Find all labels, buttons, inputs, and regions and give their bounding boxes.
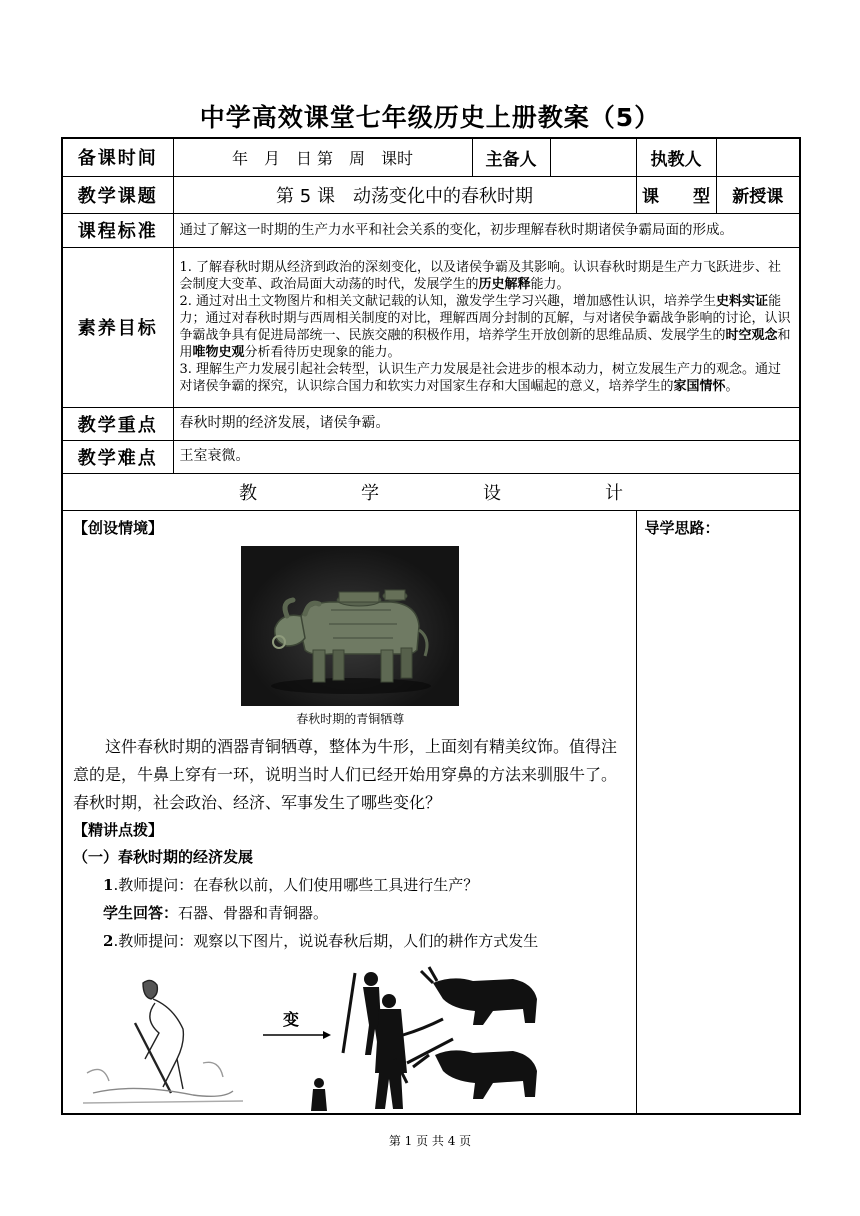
topic-label: 教学课题 [62, 176, 173, 213]
main-preparer-value [550, 138, 636, 176]
teacher-label: 执教人 [636, 138, 716, 176]
literacy-label: 素养目标 [62, 247, 173, 407]
photo-caption: 春秋时期的青铜牺尊 [296, 711, 405, 726]
bronze-ox-vessel-image [241, 546, 459, 706]
section-1-heading: （一）春秋时期的经济发展 [73, 847, 254, 866]
row-topic [62, 176, 800, 213]
page-footer: 第 1 页 共 4 页 [388, 1134, 472, 1148]
bronze-zun-photo [241, 546, 459, 706]
literacy-goal-3: 3. 理解生产力发展引起社会转型，认识生产力发展是社会进步的根本动力，树立发展生产力的观念。通过对诸侯争霸的探究，认识综合国力和软实力对国家生存和大国崛起的意义，培养学生的家国情怀。 [179, 362, 782, 394]
row-difficulty [62, 440, 800, 473]
literacy-goal-1: 1. 了解春秋时期从经济到政治的深刻变化，以及诸侯争霸及其影响。认识春秋时期是生产力飞跃进步、社会制度大变革、政治局面大动荡的时代，发展学生的历史解释能力。 [179, 260, 782, 292]
design-heading: 教 学 设 计 [62, 473, 800, 510]
standard-label: 课程标准 [62, 213, 173, 247]
document-title: 中学高效课堂七年级历史上册教案（5） [199, 103, 661, 132]
teacher-value [716, 138, 800, 176]
design-side [636, 510, 800, 1114]
literacy-goal-2: 2. 通过对出土文物图片和相关文献记载的认知，激发学生学习兴趣，增加感性认识，培养学生史料实证能力；通过对春秋时期与西周相关制度的对比，理解西周分封制的瓦解，与对诸侯争霸战争影响的讨论，认识争霸战争具有促进局部统一、民族交融的积极作用，培养学生开放创新的思维品质、发展学生的时空观念和用唯物史观分析看待历史现象的能力。 [179, 294, 791, 360]
lesson-plan-table [61, 137, 801, 1115]
situation-heading: 【创设情境】 [73, 518, 164, 537]
design-main [62, 510, 636, 1114]
row-prep-time [62, 138, 800, 176]
prep-time-label: 备课时间 [62, 138, 173, 176]
row-standard [62, 213, 800, 247]
row-design-body [62, 510, 800, 1114]
lesson-type-label: 课 型 [636, 176, 716, 213]
row-design-heading [62, 473, 800, 510]
standard-text: 通过了解这一时期的生产力水平和社会关系的变化，初步理解春秋时期诸侯争霸局面的形成。 [173, 213, 800, 247]
guide-thinking-label: 导学思路： [644, 518, 720, 537]
difficulty-label: 教学难点 [62, 440, 173, 473]
lesson-type-value: 新授课 [716, 176, 800, 213]
difficulty-text: 王室衰微。 [173, 440, 800, 473]
answer-1: 学生回答：石器、骨器和青铜器。 [103, 903, 329, 922]
question-2: 2.教师提问：观察以下图片，说说春秋后期，人们的耕作方式发生 [103, 931, 539, 950]
key-points-text: 春秋时期的经济发展，诸侯争霸。 [173, 407, 800, 440]
prep-date-text: 年 月 日 第 周 课时 [173, 138, 472, 176]
row-literacy [62, 247, 800, 407]
farming-change-illustration [73, 963, 628, 1113]
row-key-points [62, 407, 800, 440]
lesson-title: 第 5 课 动荡变化中的春秋时期 [173, 176, 636, 213]
explain-heading: 【精讲点拨】 [73, 820, 164, 839]
key-points-label: 教学重点 [62, 407, 173, 440]
main-preparer-label: 主备人 [472, 138, 550, 176]
arrow-label: 变 [283, 1009, 300, 1029]
question-1: 1.教师提问：在春秋以前，人们使用哪些工具进行生产？ [103, 875, 479, 894]
literacy-goals [173, 247, 800, 407]
farming-change-image [73, 963, 603, 1113]
situation-text: 这件春秋时期的酒器青铜牺尊，整体为牛形，上面刻有精美纹饰。值得注意的是，牛鼻上穿有一环，说明当时人们已经开始用穿鼻的方法来驯服牛了。春秋时期，社会政治、经济、军事发生了哪些变化？ [73, 736, 618, 812]
